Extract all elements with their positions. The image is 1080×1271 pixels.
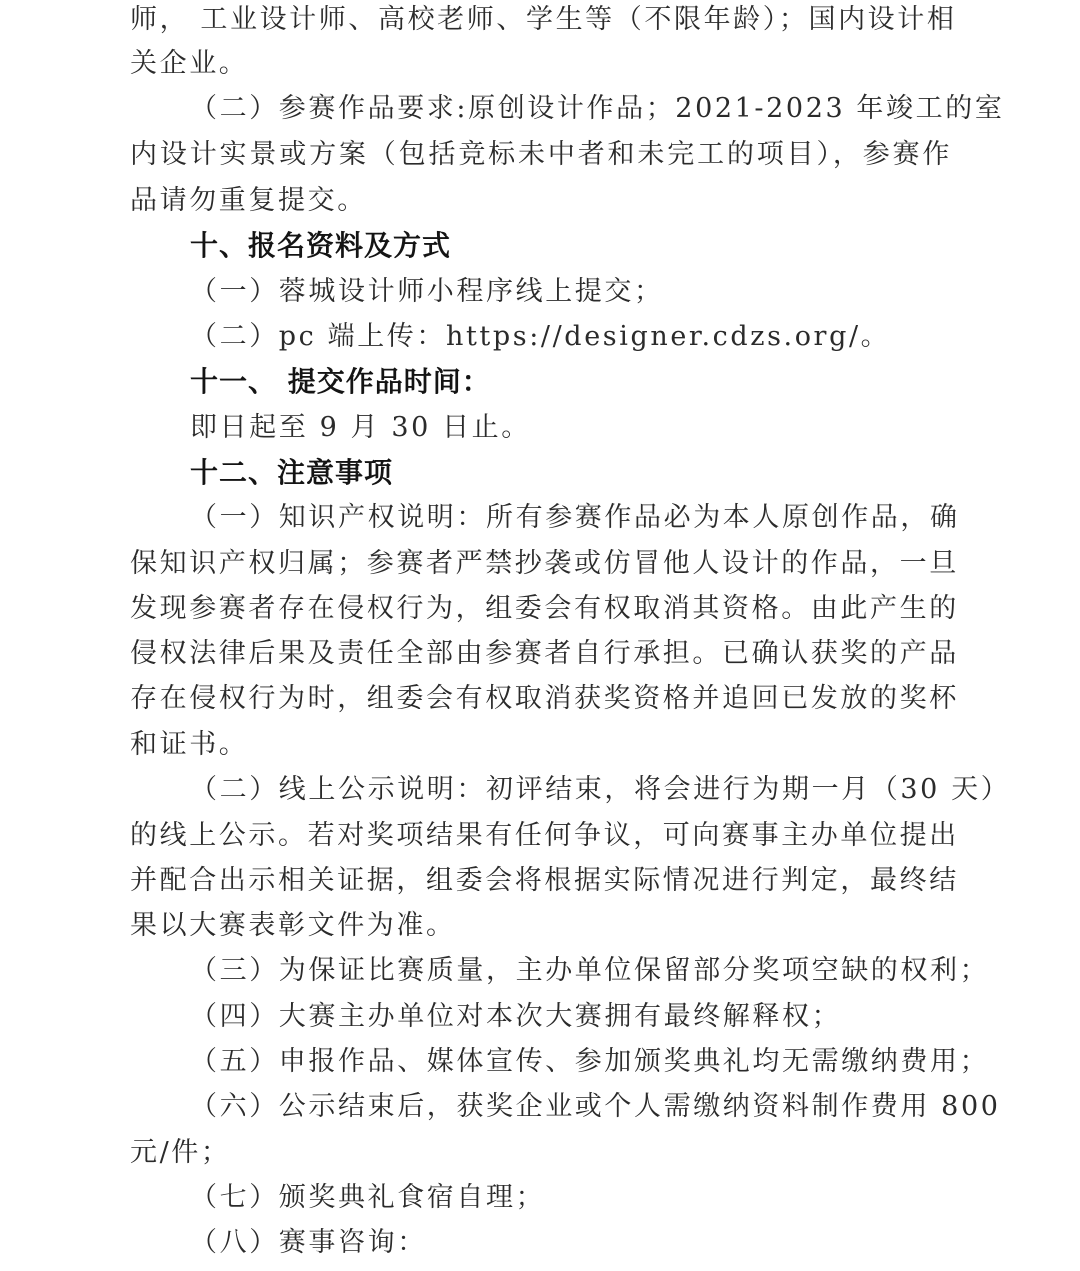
body-line-pc-upload-link[interactable]: （二）pc 端上传：https://designer.cdzs.org/。 — [190, 321, 891, 352]
section-heading-registration: 十、报名资料及方式 — [190, 229, 452, 262]
body-line-ip-statement: （一）知识产权说明：所有参赛作品必为本人原创作品，确 — [190, 502, 960, 533]
body-line-ip-statement-cont-2: 发现参赛者存在侵权行为，组委会有权取消其资格。由此产生的 — [130, 593, 959, 624]
body-line-public-notice-cont-1: 的线上公示。若对奖项结果有任何争议，可向赛事主办单位提出 — [130, 820, 959, 851]
body-line-public-notice-end: 果以大赛表彰文件为准。 — [130, 910, 456, 941]
section-heading-submission-time: 十一、 提交作品时间： — [190, 365, 491, 398]
body-line-deadline: 即日起至 9 月 30 日止。 — [190, 412, 531, 443]
body-line-ip-statement-cont-3: 侵权法律后果及责任全部由参赛者自行承担。已确认获奖的产品 — [130, 638, 959, 669]
body-line-no-fees: （五）申报作品、媒体宣传、参加颁奖典礼均无需缴纳费用； — [190, 1046, 990, 1077]
body-line-material-fee: （六）公示结束后，获奖企业或个人需缴纳资料制作费用 800 — [190, 1091, 1001, 1122]
body-line-ip-statement-cont-1: 保知识产权归属；参赛者严禁抄袭或仿冒他人设计的作品，一旦 — [130, 548, 959, 579]
body-line-consultation: （八）赛事咨询： — [190, 1227, 427, 1258]
body-line-miniprogram-submit: （一）蓉城设计师小程序线上提交； — [190, 276, 664, 307]
body-line-eligibility-cont: 师， 工业设计师、高校老师、学生等（不限年龄）；国内设计相 — [130, 4, 957, 35]
body-line-accommodation: （七）颁奖典礼食宿自理； — [190, 1182, 546, 1213]
body-line-public-notice-cont-2: 并配合出示相关证据，组委会将根据实际情况进行判定，最终结 — [130, 865, 959, 896]
body-line-interpretation-right: （四）大赛主办单位对本次大赛拥有最终解释权； — [190, 1001, 842, 1032]
body-line-entry-requirements-end: 品请勿重复提交。 — [130, 185, 367, 216]
body-line-ip-statement-end: 和证书。 — [130, 729, 249, 760]
body-line-entry-requirements-cont: 内设计实景或方案（包括竞标未中者和未完工的项目），参赛作 — [130, 139, 952, 170]
body-line-public-notice: （二）线上公示说明：初评结束，将会进行为期一月（30 天） — [190, 774, 1011, 805]
body-line-eligibility-end: 关企业。 — [130, 48, 249, 79]
body-line-ip-statement-cont-4: 存在侵权行为时，组委会有权取消获奖资格并追回已发放的奖杯 — [130, 683, 959, 714]
body-line-quality-reservation: （三）为保证比赛质量，主办单位保留部分奖项空缺的权利； — [190, 955, 990, 986]
body-line-material-fee-end: 元/件； — [130, 1137, 231, 1168]
body-line-entry-requirements: （二）参赛作品要求:原创设计作品；2021-2023 年竣工的室 — [190, 93, 1005, 124]
section-heading-notes: 十二、注意事项 — [190, 456, 394, 489]
